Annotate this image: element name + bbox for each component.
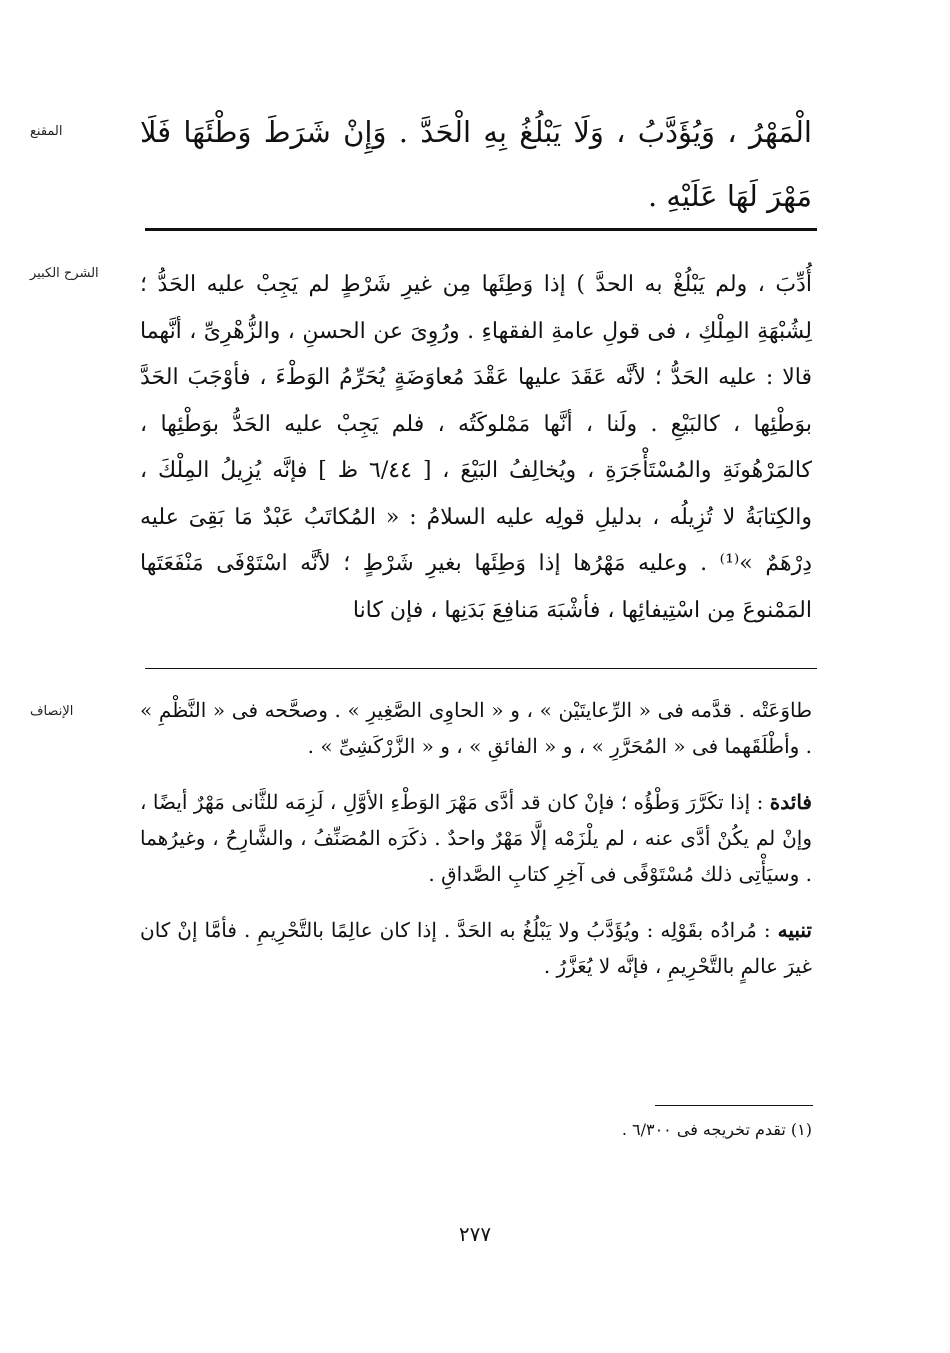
footnote: (١) تقدم تخريجه فى ٦/٣٠٠ . [621,1120,812,1139]
section-divider-thin [145,668,817,669]
page-number: ٢٧٧ [458,1222,492,1246]
insaf-paragraph-tanbih [140,912,812,984]
faida-text: : إذا تكَرَّرَ وَطْؤُه ؛ فإنْ كان قد أدَّى مَهْرَ الوَطْءِ الأوَّلِ ، لَزِمَه للثَّانى مَهْرٌ أيضًا ، وإنْ لم يكُنْ أدَّى عنه ، لم يلْزَمْه إلَّا مَهْرٌ واحدٌ . ذكَرَه المُصَنِّفُ ، والشَّارِحُ ، وغيرُهما . وسيَأْتِى ذلك مُسْتَوْفًى فى آخِرِ كتابِ الصَّداقِ . [140,790,812,886]
insaf-paragraph-faida [140,784,812,892]
sharh-text: أُدِّبَ ، ولم يَبْلُغْ به الحدَّ ) إذا وَطِئَها مِن غيرِ شَرْطٍ لم يَجِبْ عليه الحَدُّ ؛ لِشُبْهَةِ المِلْكِ ، فى قولِ عامةِ الفقهاءِ . ورُوِىَ عن الحسنِ ، والزُّهْرِىِّ ، أنَّهما قالا : عليه الحَدُّ ؛ لأنَّه عَقَدَ عليها عَقْدَ مُعاوَضَةٍ يُحَرِّمُ الوَطْءَ ، فأوْجَبَ الحَدَّ بوَطْئِها ، كالبَيْعِ . ولَنا ، أنَّها مَمْلوكَتُه ، فلم يَجِبْ عليه الحَدُّ بوَطْئِها ، كالمَرْهُونَةِ والمُسْتَأْجَرَةِ ، ويُخالِفُ البَيْعَ ، [ ٦/٤٤ ظ ] فإنَّه يُزِيلُ المِلْكَ ، والكِتابَةُ لا تُزِيلُه ، بدليلِ قولِه عليه السلامُ : « المُكاتَبُ عَبْدٌ مَا بَقِىَ عليه دِرْهَمٌ »⁽¹⁾ . وعليه مَهْرُها إذا وَطِئَها بغيرِ شَرْطٍ ؛ لأنَّه اسْتَوْفَى مَنْفَعَتَها المَمْنوعَ مِن اسْتِيفائِها ، فأشْبَهَ مَنافِعَ بَدَنِها ، فإن كانا [140,272,812,623]
tanbih-text: : مُرادُه بقَوْلِه : ويُؤَدَّبُ ولا يَبْلُغُ به الحَدَّ . إذا كان عالِمًا بالتَّحْرِيمِ . فأمَّا إنْ كان غيرَ عالمٍ بالتَّحْرِيمِ ، فإنَّه لا يُعَزَّرُ . [140,918,812,978]
sharh-section-label: الشرح الكبير [30,266,99,281]
tanbih-heading: تنبيه [777,918,812,942]
section-divider-thick [145,228,817,231]
muqni-section-label: المقنع [30,124,63,139]
insaf-paragraph-1: طاوَعَتْه . قدَّمه فى « الرِّعايتَيْن » ، و « الحاوِى الصَّغِيرِ » . وصحَّحه فى « النَّظْمِ » . وأطْلَقَهما فى « المُحَرَّرِ » ، و « الفائقِ » ، و « الزَّرْكَشِىِّ » . [140,698,812,758]
faida-heading: فائدة [769,790,812,814]
insaf-section [140,692,812,984]
footnote-divider [655,1105,813,1106]
insaf-section-label: الإنصاف [30,704,74,719]
muqni-text: الْمَهْرُ ، وَيُؤَدَّبُ ، وَلَا يَبْلُغُ بِهِ الْحَدَّ . وَإِنْ شَرَطَ وَطْئَهَا فَلَا مَهْرَ لَهَا عَلَيْهِ . [140,115,812,213]
